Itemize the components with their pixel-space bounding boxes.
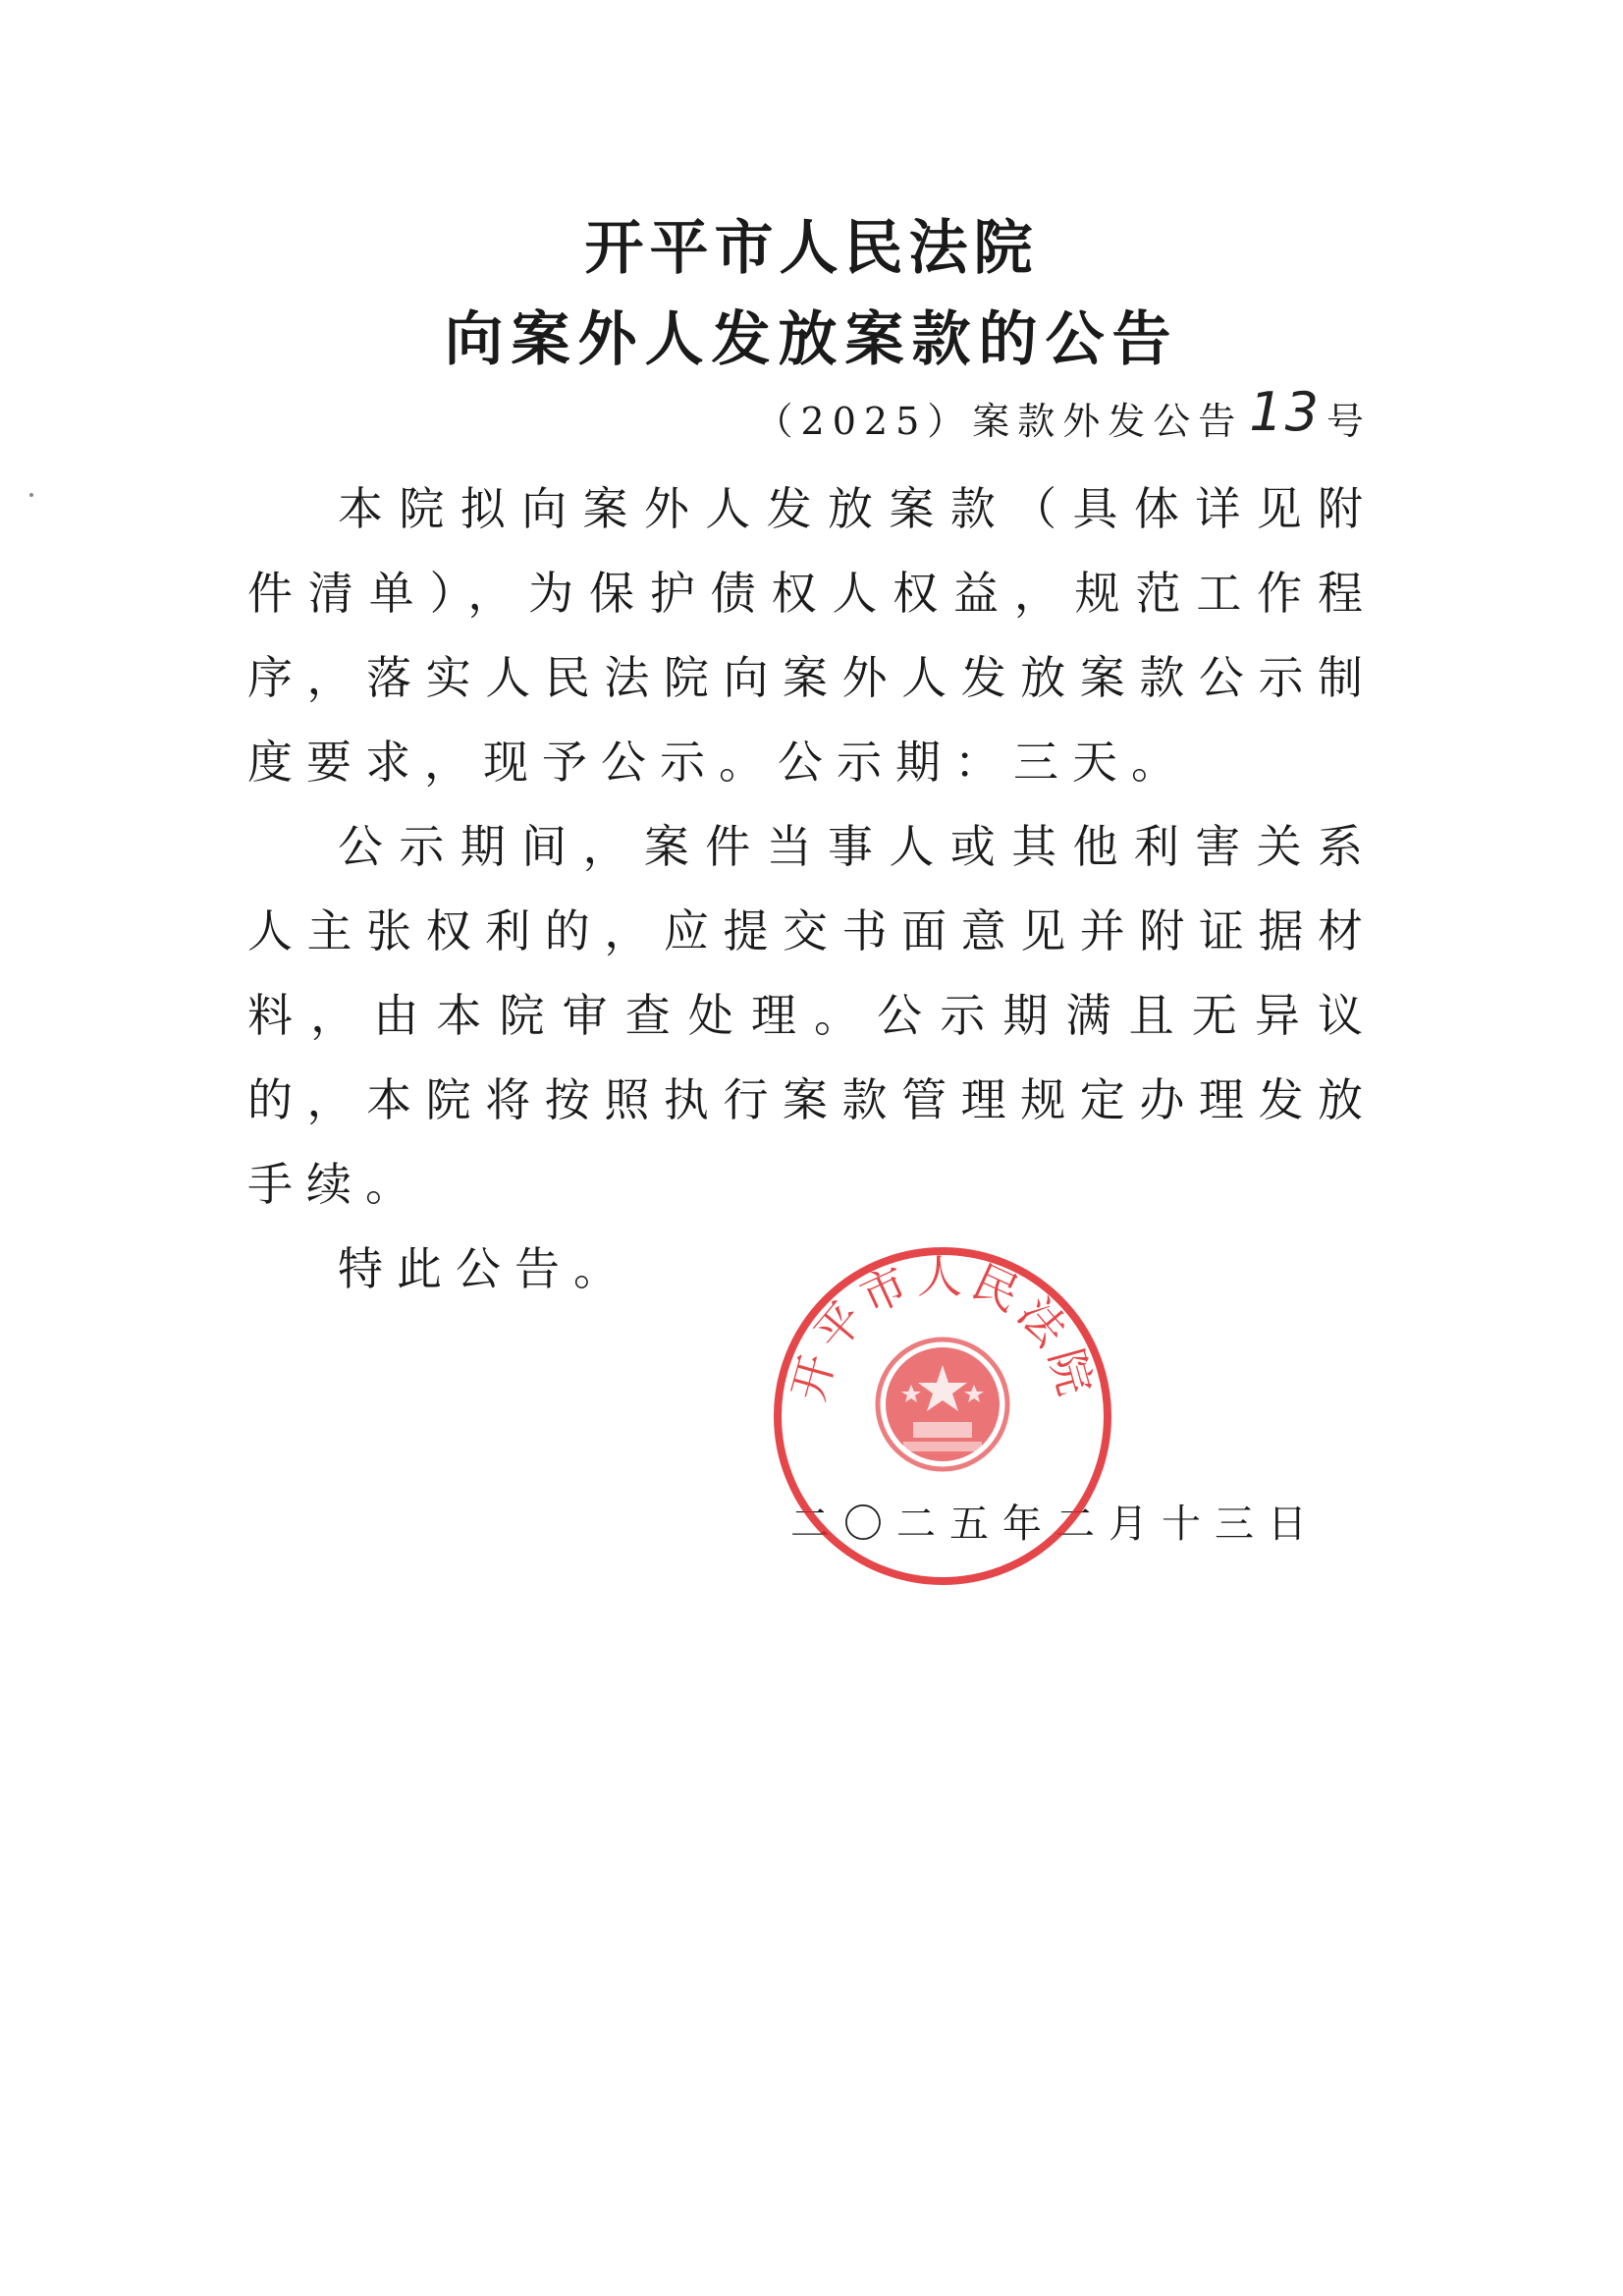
issue-date: 二〇二五年二月十三日 [790,1502,1321,1547]
court-seal-stamp [766,1239,1119,1593]
scan-speck [29,493,33,497]
document-number-handwritten: 13 [1249,381,1321,443]
body-paragraph-3: 特此公告。 [338,1242,632,1295]
notice-title: 向案外人发放案款的公告 [444,305,1179,374]
seal-text: 开平市人民法院 [781,1250,1105,1407]
document-number-prefix: （2025）案款外发公告 [755,400,1244,443]
body-paragraph-1: 本院拟向案外人发放案款（具体详见附件清单），为保护债权人权益，规范工作程序，落实人民法院向案外人发放案款公示制度要求，现予公示。公示期：三天。 [247,482,1377,789]
body-paragraph-2: 公示期间，案件当事人或其他利害关系人主张权利的，应提交书面意见并附证据材料，由本院审查处理。公示期满且无异议的，本院将按照执行案款管理规定办理发放手续。 [247,820,1377,1211]
document-number-suffix: 号 [1325,400,1372,443]
court-name-title: 开平市人民法院 [584,214,1039,283]
document-number [755,381,1372,447]
notice-body [247,466,1377,1311]
